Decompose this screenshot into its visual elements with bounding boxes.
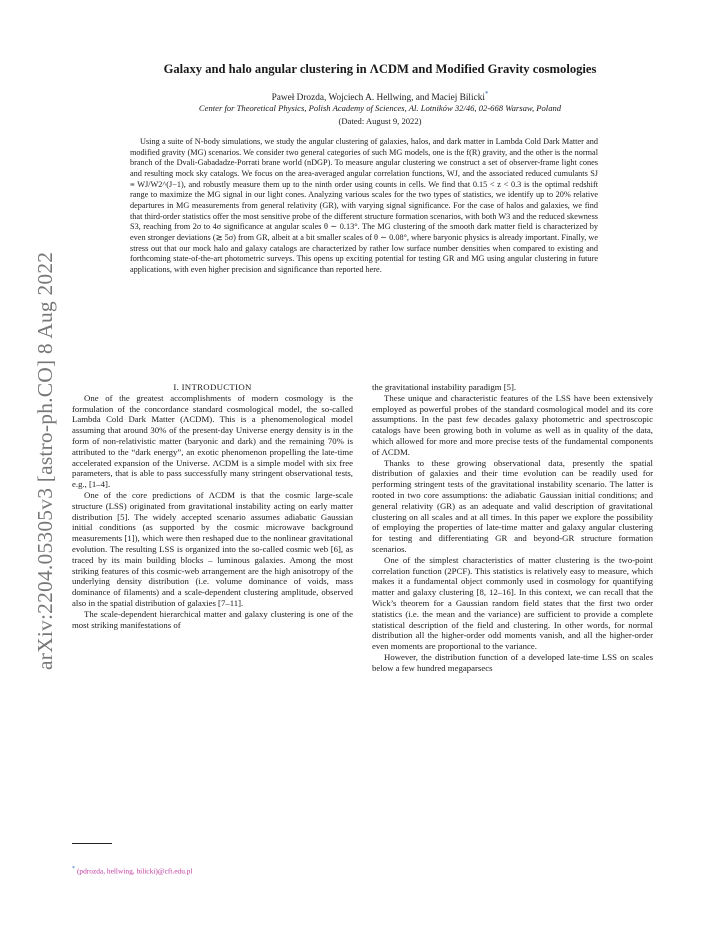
paragraph: One of the greatest accomplishments of modern cosmology is the formulation of the concordance standard cosmological model, the so-called Lambda Cold Dark Matter (ΛCDM). This is a phenomenological model assuming that around 30% of the present-day Universe energy density is in the form of non-relativistic matter (baryonic and dark) and the remaining 70% is attributed to the “dark energy”, an exotic phenomenon propelling the late-time accelerated expansion of the Universe. ΛCDM is a simple model with six free parameters, that is able to pass successfully many stringent observational tests, e.g., [1–4]. xyxy=(72,392,353,490)
paragraph: However, the distribution function of a developed late-time LSS on scales below a few hundred megaparsecs xyxy=(372,651,653,673)
date-line: (Dated: August 9, 2022) xyxy=(338,116,422,126)
paragraph: Thanks to these growing observational data, presently the spatial distribution of galaxies and their time evolution can be readily used for performing stringent tests of the gravitational instability scenario. The latter is rooted in two core assumptions: the adiabatic Gaussian initial conditions; and general relativity (GR) as an adequate and valid description of gravitational clustering on all scales and at all times. In this paper we explore the possibility of employing the properties of late-time matter and galaxy angular clustering for testing and differentiating GR and beyond-GR structure formation scenarios. xyxy=(372,457,653,554)
paragraph: The scale-dependent hierarchical matter and galaxy clustering is one of the most striking manifestations of xyxy=(72,608,353,630)
affiliation: Center for Theoretical Physics, Polish Academy of Sciences, Al. Lotników 32/46, 02-668 Warsaw, Poland xyxy=(198,103,562,113)
paragraph: These unique and characteristic features of the LSS have been extensively employed as powerful probes of the standard cosmological model and its core assumptions. In the past few decades galaxy photometric and spectroscopic catalogs have been growing both in volume as well as in quality of the data, which allowed for more and more precise tests of the fundamental components of ΛCDM. xyxy=(372,392,653,457)
section-heading: I. INTRODUCTION xyxy=(173,382,252,392)
author-footnote-mark[interactable]: * xyxy=(484,90,489,98)
right-column xyxy=(372,382,653,674)
footnote-mark: * xyxy=(72,866,76,872)
footnote-rule xyxy=(72,843,112,844)
arxiv-stamp xyxy=(8,240,58,670)
paragraph: One of the simplest characteristics of matter clustering is the two-point correlation function (2PCF). This statistics is relatively easy to measure, which makes it a fundamental object commonly used in cosmology for quantifying matter and galaxy clustering [8, 12–16]. In this context, we can recall that the Wick’s theorem for a Gaussian random field states that the first two order statistics (i.e. the mean and the variance) are sufficient to provide a complete statistical description of the field and clustering. In other words, for normal distribution all the higher-order odd moments vanish, and all the higher-order even moments are proportional to the variance. xyxy=(372,554,653,652)
authors-text: Paweł Drozda, Wojciech A. Hellwing, and Maciej Bilicki xyxy=(271,93,485,104)
abstract: Using a suite of N-body simulations, we study the angular clustering of galaxies, halos, and dark matter in Lambda Cold Dark Matter and modified gravity (MG) scenarios. We consider two general categories of such MG models, one is the f(R) gravity, and the other is the normal branch of the Dvali-Gabadadze-Porrati brane world (nDGP). To measure angular clustering we construct a set of observer-frame light cones and resulting mock sky catalogs. We focus on the area-averaged angular correlation functions, WJ, and the associated reduced cumulants SJ ≡ WJ/W2^(J−1), and robustly measure them up to the ninth order using counts in cells. We find that 0.15 < z < 0.3 is the optimal redshift range to maximize the MG signal in our light cones. Analyzing various scales for the two types of statistics, we identify up to 20% relative departures in MG measurements from general relativity (GR), with varying signal significance. For the case of halos and galaxies, we find that third-order statistics offer the most sensitive probe of the different structure formation scenarios, with both W3 and the reduced skewness S3, reaching from 2σ to 4σ significance at angular scales θ ∼ 0.13°. The MG clustering of the smooth dark matter field is characterized by even stronger deviations (≳ 5σ) from GR, albeit at a bit smaller scales of θ ∼ 0.08°, where baryonic physics is already important. Finally, we stress out that our mock halo and galaxy catalogs are characterized by rather low surface number densities when compared to existing and forthcoming state-of-the-art photometric surveys. This opens up exciting potential for testing GR and MG using angular clustering in future applications, with even higher precision and significance than reported here. xyxy=(130,137,598,274)
paragraph: One of the core predictions of ΛCDM is that the cosmic large-scale structure (LSS) originated from gravitational instability acting on early matter distribution [5]. The widely accepted scenario assumes adiabatic Gaussian initial conditions (as supported by the cosmic microwave background measurements [1]), which were then reshaped due to the nonlinear gravitational evolution. The resulting LSS is organized into the so-called cosmic web [6], as traced by its main building blocks – luminous galaxies. Among the most striking features of this cosmic-web arrangement are the high anisotropy of the underlying density distribution (i.e. volume dominance of voids, mass dominance of filaments) and a scale-dependent clustering amplitude, observed also in the spatial distribution of galaxies [7–11]. xyxy=(72,489,353,608)
author-list xyxy=(60,90,700,103)
paper-title: Galaxy and halo angular clustering in ΛCDM and Modified Gravity cosmologies xyxy=(163,62,597,76)
arxiv-identifier: arXiv:2204.05305v3 [astro-ph.CO] 8 Aug 2022 xyxy=(33,251,57,670)
paragraph: the gravitational instability paradigm [5]. xyxy=(372,382,517,392)
footnote xyxy=(72,866,193,875)
footnote-email[interactable]: (pdrozda, hellwing, bilicki)@cft.edu.pl xyxy=(76,866,193,876)
left-column xyxy=(72,382,353,630)
